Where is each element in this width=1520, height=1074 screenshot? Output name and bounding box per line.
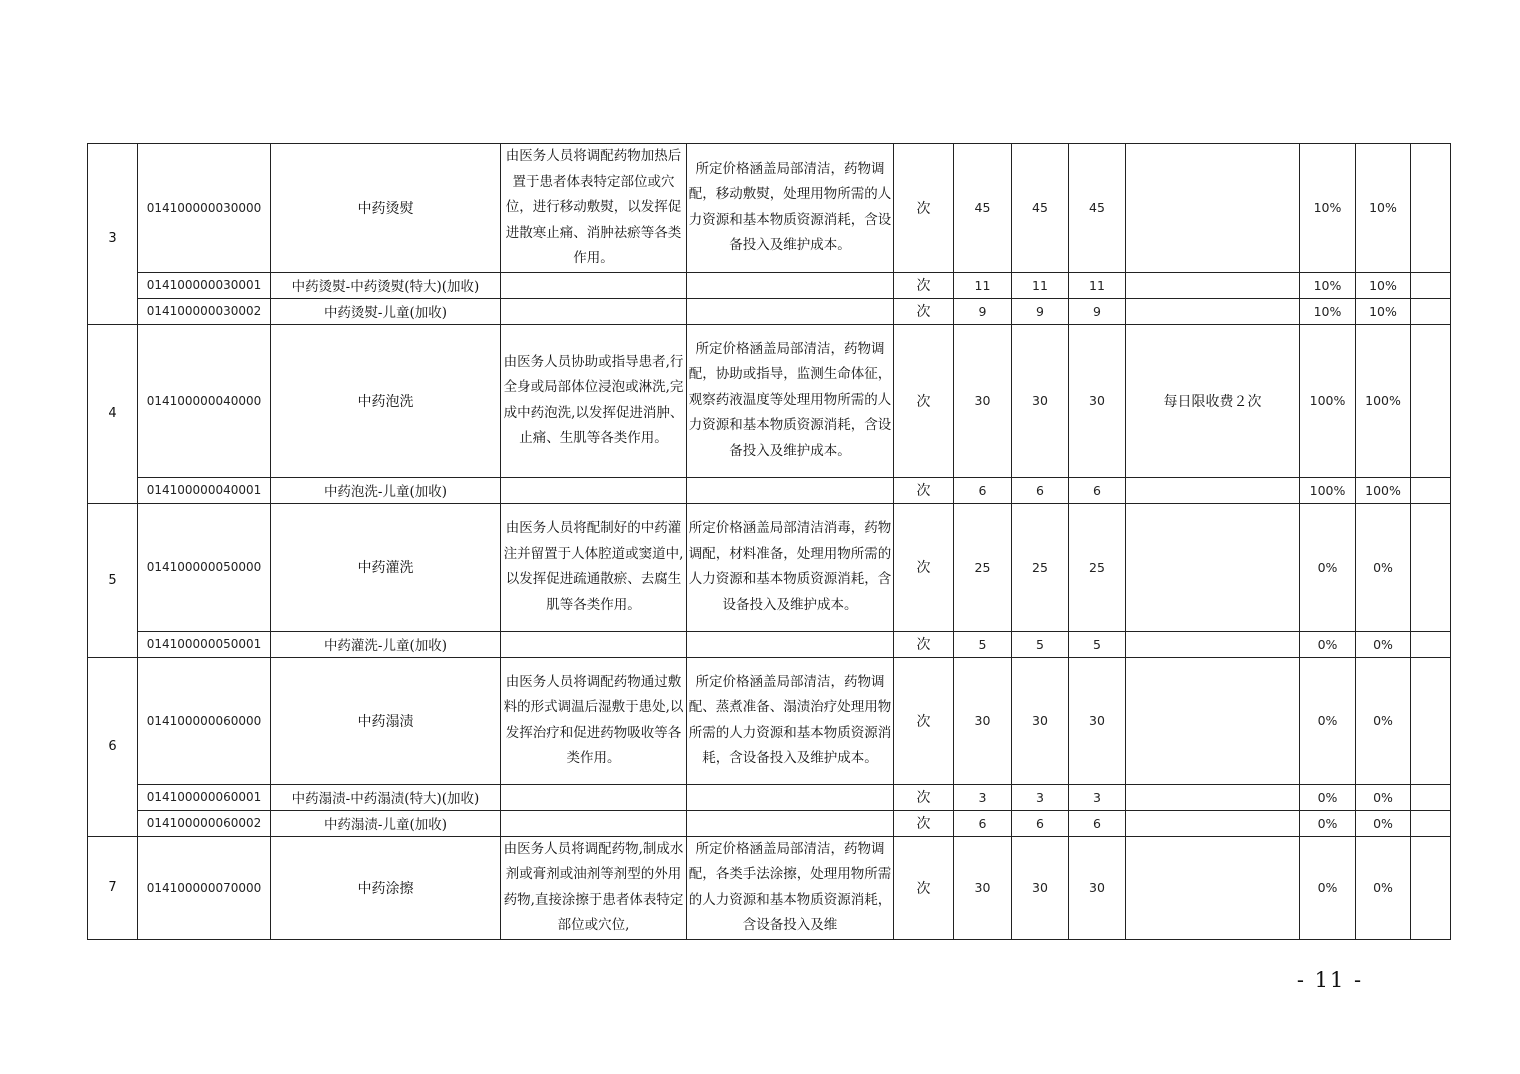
name-cell: 中药灌洗-儿童(加收) — [271, 631, 501, 657]
content-cell — [501, 810, 687, 836]
price-cell: 45 — [1012, 144, 1069, 273]
connotation-cell — [687, 784, 894, 810]
seq-cell: 3 — [88, 144, 138, 325]
ratio-cell: 10% — [1300, 144, 1356, 273]
price-cell: 5 — [1012, 631, 1069, 657]
price-cell: 6 — [1069, 477, 1126, 503]
price-cell: 30 — [1012, 324, 1069, 477]
name-cell: 中药烫熨-中药烫熨(特大)(加收) — [271, 272, 501, 298]
table-row — [88, 144, 1451, 273]
connotation-cell: 所定价格涵盖局部清洁，药物调配，协助或指导，监测生命体征，观察药液温度等处理用物所需的人力资源和基本物质资源消耗，含设备投入及维护成本。 — [687, 324, 894, 477]
price-cell: 30 — [1012, 836, 1069, 939]
empty-cell — [1411, 272, 1451, 298]
price-cell: 11 — [954, 272, 1012, 298]
price-cell: 6 — [1012, 810, 1069, 836]
empty-cell — [1411, 324, 1451, 477]
code-cell: 014100000050001 — [138, 631, 271, 657]
price-cell: 11 — [1012, 272, 1069, 298]
connotation-cell: 所定价格涵盖局部清洁，药物调配、蒸煮准备、溻渍治疗处理用物所需的人力资源和基本物质资源消耗，含设备投入及维护成本。 — [687, 657, 894, 784]
content-cell: 由医务人员将配制好的中药灌注并留置于人体腔道或窦道中,以发挥促进疏通散瘀、去腐生肌等各类作用。 — [501, 503, 687, 631]
empty-cell — [1411, 631, 1451, 657]
content-cell — [501, 298, 687, 324]
note-cell — [1126, 836, 1300, 939]
table-row — [88, 272, 1451, 298]
ratio-cell: 100% — [1300, 324, 1356, 477]
empty-cell — [1411, 144, 1451, 273]
connotation-cell — [687, 298, 894, 324]
unit-cell: 次 — [894, 784, 954, 810]
price-cell: 45 — [1069, 144, 1126, 273]
unit-cell: 次 — [894, 503, 954, 631]
ratio-cell: 0% — [1356, 810, 1411, 836]
note-cell — [1126, 810, 1300, 836]
table-row — [88, 503, 1451, 631]
price-cell: 25 — [1012, 503, 1069, 631]
connotation-cell: 所定价格涵盖局部清洁，药物调配，各类手法涂擦，处理用物所需的人力资源和基本物质资源消耗，含设备投入及维 — [687, 836, 894, 939]
code-cell: 014100000060001 — [138, 784, 271, 810]
table-row — [88, 477, 1451, 503]
ratio-cell: 100% — [1300, 477, 1356, 503]
unit-cell: 次 — [894, 324, 954, 477]
price-cell: 6 — [954, 810, 1012, 836]
unit-cell: 次 — [894, 810, 954, 836]
table-row — [88, 298, 1451, 324]
connotation-cell — [687, 631, 894, 657]
price-cell: 9 — [1012, 298, 1069, 324]
price-cell: 30 — [1069, 836, 1126, 939]
name-cell: 中药灌洗 — [271, 503, 501, 631]
note-cell — [1126, 503, 1300, 631]
unit-cell: 次 — [894, 144, 954, 273]
code-cell: 014100000030000 — [138, 144, 271, 273]
ratio-cell: 0% — [1300, 810, 1356, 836]
code-cell: 014100000040001 — [138, 477, 271, 503]
content-cell: 由医务人员将调配药物通过敷料的形式调温后湿敷于患处,以发挥治疗和促进药物吸收等各类作用。 — [501, 657, 687, 784]
content-cell: 由医务人员将调配药物,制成水剂或膏剂或油剂等剂型的外用药物,直接涂擦于患者体表特定部位或穴位, — [501, 836, 687, 939]
price-cell: 45 — [954, 144, 1012, 273]
connotation-cell — [687, 477, 894, 503]
name-cell: 中药溻渍 — [271, 657, 501, 784]
connotation-cell: 所定价格涵盖局部清洁消毒，药物调配，材料准备，处理用物所需的人力资源和基本物质资源消耗，含设备投入及维护成本。 — [687, 503, 894, 631]
price-cell: 3 — [1012, 784, 1069, 810]
seq-cell: 7 — [88, 836, 138, 939]
note-cell — [1126, 144, 1300, 273]
price-cell: 30 — [1069, 657, 1126, 784]
ratio-cell: 0% — [1300, 503, 1356, 631]
note-cell — [1126, 272, 1300, 298]
ratio-cell: 10% — [1300, 272, 1356, 298]
price-cell: 6 — [1069, 810, 1126, 836]
ratio-cell: 0% — [1356, 657, 1411, 784]
seq-cell: 5 — [88, 503, 138, 657]
unit-cell: 次 — [894, 836, 954, 939]
ratio-cell: 0% — [1356, 503, 1411, 631]
name-cell: 中药烫熨-儿童(加收) — [271, 298, 501, 324]
ratio-cell: 0% — [1300, 784, 1356, 810]
price-cell: 25 — [1069, 503, 1126, 631]
note-cell — [1126, 477, 1300, 503]
content-cell — [501, 784, 687, 810]
content-cell — [501, 631, 687, 657]
ratio-cell: 0% — [1300, 631, 1356, 657]
code-cell: 014100000060002 — [138, 810, 271, 836]
note-cell — [1126, 631, 1300, 657]
empty-cell — [1411, 298, 1451, 324]
name-cell: 中药烫熨 — [271, 144, 501, 273]
seq-cell: 4 — [88, 324, 138, 503]
code-cell: 014100000040000 — [138, 324, 271, 477]
fee-table — [87, 143, 1451, 940]
connotation-cell: 所定价格涵盖局部清洁，药物调配，移动敷熨，处理用物所需的人力资源和基本物质资源消耗，含设备投入及维护成本。 — [687, 144, 894, 273]
ratio-cell: 100% — [1356, 324, 1411, 477]
price-cell: 30 — [954, 836, 1012, 939]
unit-cell: 次 — [894, 477, 954, 503]
unit-cell: 次 — [894, 631, 954, 657]
connotation-cell — [687, 810, 894, 836]
code-cell: 014100000030001 — [138, 272, 271, 298]
ratio-cell: 0% — [1356, 784, 1411, 810]
page-number: - 11 - — [1296, 968, 1364, 992]
ratio-cell: 0% — [1356, 836, 1411, 939]
price-cell: 5 — [954, 631, 1012, 657]
name-cell: 中药涂擦 — [271, 836, 501, 939]
price-cell: 9 — [954, 298, 1012, 324]
connotation-cell — [687, 272, 894, 298]
price-cell: 30 — [954, 657, 1012, 784]
note-cell — [1126, 657, 1300, 784]
name-cell: 中药泡洗 — [271, 324, 501, 477]
price-cell: 11 — [1069, 272, 1126, 298]
code-cell: 014100000070000 — [138, 836, 271, 939]
empty-cell — [1411, 503, 1451, 631]
ratio-cell: 0% — [1300, 657, 1356, 784]
table-row — [88, 810, 1451, 836]
table-row — [88, 657, 1451, 784]
price-cell: 3 — [954, 784, 1012, 810]
price-cell: 6 — [1012, 477, 1069, 503]
content-cell: 由医务人员协助或指导患者,行全身或局部体位浸泡或淋洗,完成中药泡洗,以发挥促进消肿、止痛、生肌等各类作用。 — [501, 324, 687, 477]
price-cell: 6 — [954, 477, 1012, 503]
price-cell: 30 — [1012, 657, 1069, 784]
empty-cell — [1411, 657, 1451, 784]
ratio-cell: 10% — [1356, 144, 1411, 273]
table-row — [88, 836, 1451, 939]
ratio-cell: 10% — [1356, 298, 1411, 324]
name-cell: 中药溻渍-中药溻渍(特大)(加收) — [271, 784, 501, 810]
empty-cell — [1411, 784, 1451, 810]
seq-cell: 6 — [88, 657, 138, 836]
ratio-cell: 10% — [1300, 298, 1356, 324]
empty-cell — [1411, 836, 1451, 939]
ratio-cell: 100% — [1356, 477, 1411, 503]
price-cell: 25 — [954, 503, 1012, 631]
price-cell: 5 — [1069, 631, 1126, 657]
ratio-cell: 0% — [1356, 631, 1411, 657]
content-cell: 由医务人员将调配药物加热后置于患者体表特定部位或穴位，进行移动敷熨，以发挥促进散寒止痛、消肿祛瘀等各类作用。 — [501, 144, 687, 273]
price-cell: 9 — [1069, 298, 1126, 324]
note-cell — [1126, 784, 1300, 810]
name-cell: 中药溻渍-儿童(加收) — [271, 810, 501, 836]
table-row — [88, 631, 1451, 657]
note-cell: 每日限收费２次 — [1126, 324, 1300, 477]
content-cell — [501, 477, 687, 503]
price-cell: 3 — [1069, 784, 1126, 810]
code-cell: 014100000060000 — [138, 657, 271, 784]
table-row — [88, 324, 1451, 477]
content-cell — [501, 272, 687, 298]
unit-cell: 次 — [894, 298, 954, 324]
table-row — [88, 784, 1451, 810]
unit-cell: 次 — [894, 272, 954, 298]
empty-cell — [1411, 477, 1451, 503]
price-cell: 30 — [954, 324, 1012, 477]
ratio-cell: 0% — [1300, 836, 1356, 939]
code-cell: 014100000030002 — [138, 298, 271, 324]
ratio-cell: 10% — [1356, 272, 1411, 298]
name-cell: 中药泡洗-儿童(加收) — [271, 477, 501, 503]
note-cell — [1126, 298, 1300, 324]
code-cell: 014100000050000 — [138, 503, 271, 631]
empty-cell — [1411, 810, 1451, 836]
unit-cell: 次 — [894, 657, 954, 784]
price-cell: 30 — [1069, 324, 1126, 477]
